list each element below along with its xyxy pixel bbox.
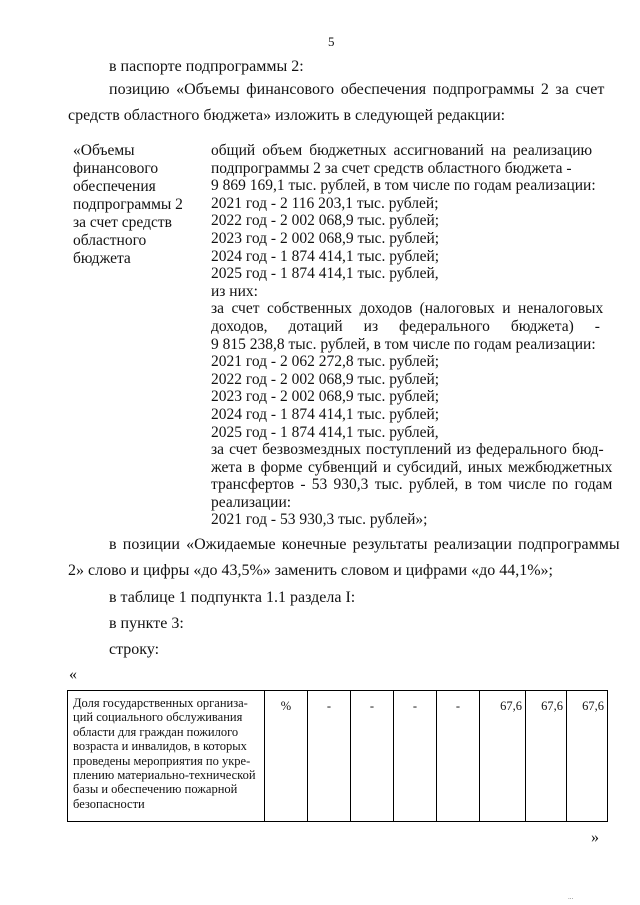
own-income-word: из [363, 317, 379, 335]
year-line: 2022 год - 2 002 068,9 тыс. рублей; [211, 212, 440, 230]
of-them-line: из них: [211, 282, 258, 300]
row-word: строку: [109, 641, 160, 658]
own-income-word: доходов, [211, 317, 268, 335]
gratuitous-line: 2021 год - 53 930,3 тыс. рублей»; [211, 511, 428, 529]
indicator-table [67, 690, 608, 822]
intro-line-1: в паспорте подпрограммы 2: [109, 58, 304, 75]
description-cell [68, 691, 265, 822]
own-income-word: дотаций [288, 317, 343, 335]
gratuitous-line: трансфертов - 53 930,3 тыс. рублей, в том числе по годам [211, 476, 613, 494]
year-line: 2023 год - 2 002 068,9 тыс. рублей; [211, 229, 440, 247]
expected-results-line-1: в позиции «Ожидаемые конечные результаты реализации подпрограммы [109, 536, 620, 553]
description-text: Доля государственных организа-ций социального обслуживания области для граждан пожилого возраста и инвалидов, в которых проведены мероприятия по укре-плению материально-технической базы и обеспечению пожарной безопасности [73, 696, 256, 811]
year-line: 2025 год - 1 874 414,1 тыс. рублей, [211, 265, 439, 283]
value-cell: - [308, 691, 351, 822]
position-label-line: обеспечения [73, 178, 156, 195]
year-line: 2022 год - 2 002 068,9 тыс. рублей; [211, 370, 440, 388]
position-label-line: за счет средств [73, 214, 172, 231]
intro-line-2: позицию «Объемы финансового обеспечения подпрограммы 2 за счет [109, 81, 605, 98]
value-cell: 67,6 [480, 691, 526, 822]
unit-cell: % [265, 691, 308, 822]
position-label-line: областного [73, 232, 147, 249]
point-3: в пункте 3: [109, 615, 184, 632]
gratuitous-line: за счет безвозмездных поступлений из федерального бюд- [211, 441, 604, 459]
value-cell: - [437, 691, 480, 822]
value-cell: 67,6 [526, 691, 567, 822]
position-label [73, 142, 208, 268]
year-line: 2024 год - 1 874 414,1 тыс. рублей; [211, 247, 440, 265]
own-income-line: 9 815 238,8 тыс. рублей, в том числе по годам реализации: [211, 335, 596, 353]
footer-mark: ... [568, 893, 574, 901]
funding-block [211, 142, 613, 529]
year-line: 2024 год - 1 874 414,1 тыс. рублей; [211, 405, 440, 423]
own-income-justified-line [211, 318, 600, 336]
value-cell: - [351, 691, 394, 822]
value-cell: 67,6 [567, 691, 608, 822]
year-line: 2021 год - 2 116 203,1 тыс. рублей; [211, 194, 439, 212]
year-line: 2021 год - 2 062 272,8 тыс. рублей; [211, 353, 440, 371]
own-income-line: за счет собственных доходов (налоговых и неналоговых [211, 300, 604, 318]
close-quote: » [591, 829, 599, 846]
funding-total-line: общий объем бюджетных ассигнований на реализацию [211, 142, 593, 159]
gratuitous-line: жета в форме субвенций и субсидий, иных межбюджетных [211, 458, 613, 476]
page-number: 5 [328, 34, 335, 49]
position-label-line: бюджета [73, 250, 131, 267]
value-cell: - [394, 691, 437, 822]
year-line: 2025 год - 1 874 414,1 тыс. рублей, [211, 423, 439, 441]
position-label-line: подпрограммы 2 [73, 196, 183, 213]
table-row [68, 691, 608, 822]
table-instruction: в таблице 1 подпункта 1.1 раздела I: [109, 589, 356, 606]
funding-total-line: подпрограммы 2 за счет средств областного бюджета - [211, 159, 572, 177]
expected-results-line-2: 2» слово и цифры «до 43,5%» заменить словом и цифрами «до 44,1%»; [68, 562, 553, 579]
own-income-word: бюджета) [510, 317, 574, 335]
position-label-line: финансового [73, 160, 159, 177]
open-quote: « [69, 666, 77, 683]
position-label-line: «Объемы [73, 142, 135, 159]
gratuitous-line: реализации: [211, 493, 292, 511]
own-income-word: федерального [399, 317, 490, 335]
year-line: 2023 год - 2 002 068,9 тыс. рублей; [211, 388, 440, 406]
intro-line-3: средств областного бюджета» изложить в следующей редакции: [68, 107, 506, 124]
funding-total-line: 9 869 169,1 тыс. рублей, в том числе по годам реализации: [211, 177, 596, 195]
own-income-word: - [594, 317, 600, 335]
